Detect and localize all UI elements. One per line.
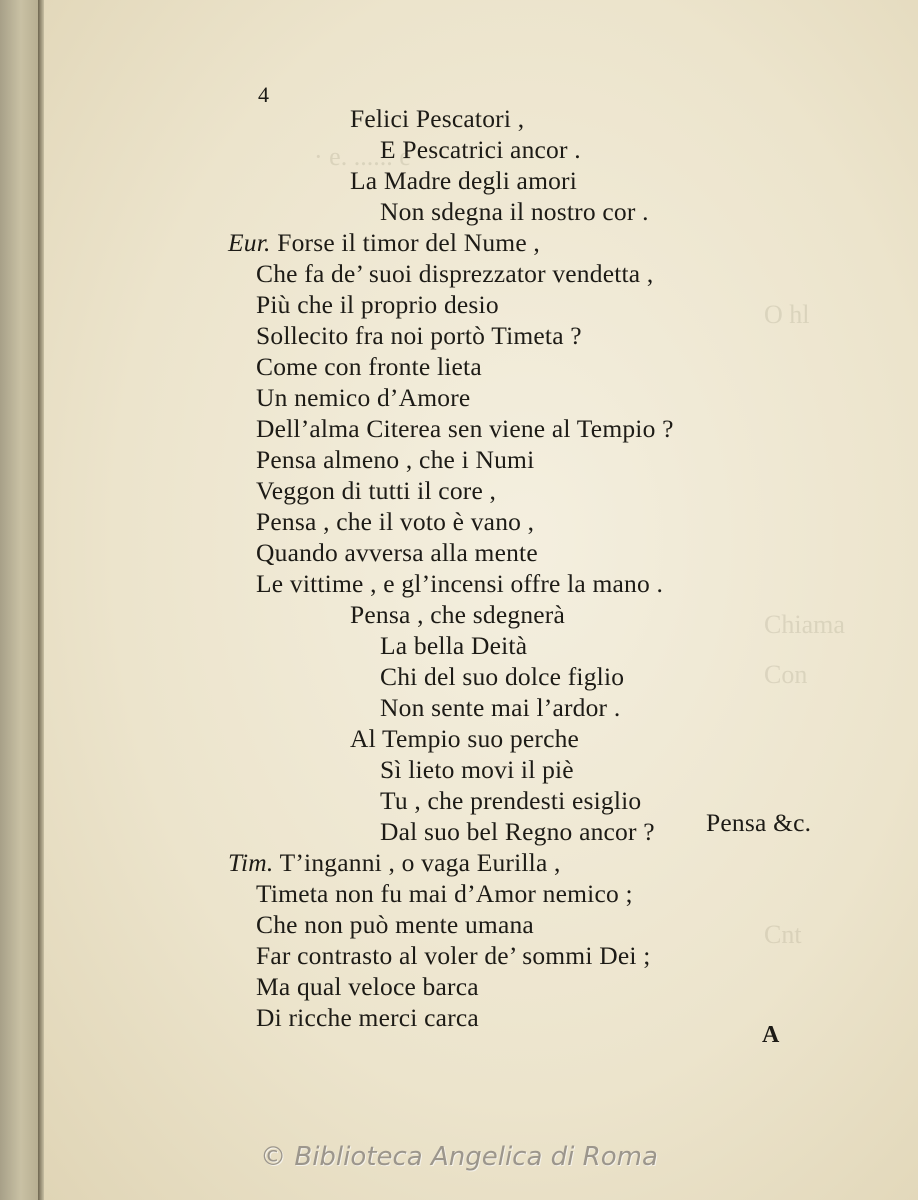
verse-line: Sì lieto movi il piè	[380, 755, 574, 784]
show-through-text: O hl	[764, 300, 810, 329]
show-through-text: Cnt	[764, 920, 802, 949]
verse-line: Timeta non fu mai d’Amor nemico ;	[256, 879, 633, 908]
da-capo-cue: Pensa &c.	[706, 808, 812, 837]
verse-line: Dal suo bel Regno ancor ?	[380, 817, 655, 846]
verse-line: Non sdegna il nostro cor .	[380, 197, 649, 226]
verse-line: Sollecito fra noi portò Timeta ?	[256, 321, 582, 350]
library-watermark: © Biblioteca Angelica di Roma	[260, 1142, 658, 1172]
verse-line: La Madre degli amori	[350, 166, 578, 195]
verse-line: Tu , che prendesti esiglio	[380, 786, 642, 815]
verse-line: Come con fronte lieta	[256, 352, 482, 381]
page-number: 4	[258, 82, 270, 107]
verse-line: Dell’alma Citerea sen viene al Tempio ?	[256, 414, 674, 443]
speaker-label: Eur.	[228, 228, 271, 257]
verse-line: Più che il proprio desio	[256, 290, 499, 319]
verse-line: Al Tempio suo perche	[350, 724, 580, 753]
verse-line: Far contrasto al voler de’ sommi Dei ;	[256, 941, 651, 970]
show-through-text: · e. ...... e	[314, 142, 411, 171]
verse-text: Forse il timor del Nume ,	[277, 228, 540, 257]
verse-line: Pensa , che sdegnerà	[350, 600, 565, 629]
verse-line: Un nemico d’Amore	[256, 383, 471, 412]
show-through-text: Con	[764, 660, 808, 689]
verse-line: Chi del suo dolce figlio	[380, 662, 625, 691]
verse-line	[228, 228, 540, 258]
verse-line: Che fa de’ suoi disprezzator vendetta ,	[256, 259, 654, 288]
signature-mark: A	[762, 1022, 780, 1048]
verse-line: Di ricche merci carca	[256, 1003, 479, 1032]
show-through-text: Chiama	[764, 610, 845, 639]
verse-line: Che non può mente umana	[256, 910, 534, 939]
verse-line: Non sente mai l’ardor .	[380, 693, 621, 722]
speaker-label: Tim.	[228, 848, 274, 877]
verse-line: Le vittime , e gl’incensi offre la mano .	[256, 569, 664, 598]
verse-line: Pensa , che il voto è vano ,	[256, 507, 535, 536]
verse-line: Quando avversa alla mente	[256, 538, 538, 567]
verse-line: Felici Pescatori ,	[350, 104, 525, 133]
verse-line: Pensa almeno , che i Numi	[256, 445, 535, 474]
verse-line	[228, 848, 561, 878]
verse-line: La bella Deità	[380, 631, 528, 660]
verse-line: Veggon di tutti il core ,	[256, 476, 497, 505]
verse-line: E Pescatrici ancor .	[380, 135, 581, 164]
verse-line: Ma qual veloce barca	[256, 972, 479, 1001]
verse-text: T’inganni , o vaga Eurilla ,	[279, 848, 561, 877]
